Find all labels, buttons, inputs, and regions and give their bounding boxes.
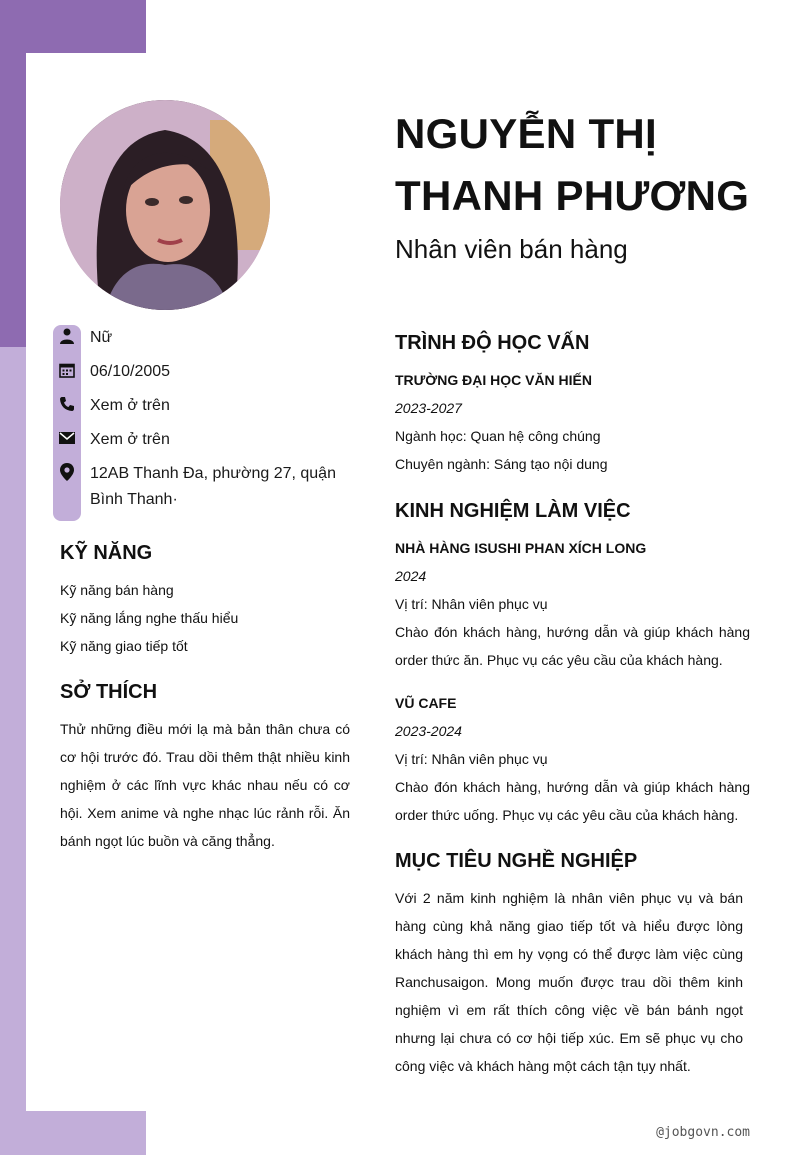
- hobbies-text: Thử những điều mới lạ mà bản thân chưa có cơ hội trước đó. Trau dồi thêm thật nhiều kinh nghiệm ở các lĩnh vực khác nhau nếu có cơ hội. Xem anime và nghe nhạc lúc rảnh rỗi. Ăn bánh ngọt lúc buồn và căng thẳng.: [60, 721, 350, 849]
- watermark: @jobgovn.com: [656, 1125, 750, 1140]
- profile-photo-image: [60, 100, 270, 310]
- profile-photo: [60, 100, 270, 310]
- name-line-1: NGUYỄN THỊ: [395, 110, 658, 157]
- email-text: Xem ở trên: [90, 431, 170, 448]
- contact-address: [58, 461, 350, 513]
- job-years: 2023-2024: [395, 723, 462, 739]
- gender-text: Nữ: [90, 329, 113, 346]
- location-pin-icon: [58, 463, 76, 481]
- education-heading: TRÌNH ĐỘ HỌC VẤN: [395, 332, 590, 354]
- job-entry: [395, 689, 750, 829]
- mail-icon: [58, 429, 76, 447]
- phone-icon: [58, 395, 76, 413]
- experience-heading: KINH NGHIỆM LÀM VIỆC: [395, 500, 631, 522]
- candidate-name: [395, 103, 775, 227]
- contact-email: [58, 427, 350, 453]
- skill-item: Kỹ năng lắng nghe thấu hiểu: [60, 610, 239, 626]
- job-description: Chào đón khách hàng, hướng dẫn và giúp khách hàng order thức ăn. Phục vụ các yêu cầu của khách hàng.: [395, 624, 750, 668]
- skill-item: Kỹ năng giao tiếp tốt: [60, 638, 188, 654]
- job-position: Vị trí: Nhân viên phục vụ: [395, 751, 548, 767]
- address-text: 12AB Thanh Đa, phường 27, quận Bình Thanh·: [90, 465, 336, 508]
- objective-text: Với 2 năm kinh nghiệm là nhân viên phục vụ và bán hàng cùng khả năng giao tiếp tốt và hiểu được lòng khách hàng thì em hy vọng có thể được làm việc cùng Ranchusaigon. Mong muốn được trau dồi thêm kinh nghiệm vì em rất thích công việc về bán bánh ngọt nhưng lại chưa có cơ hội tiếp xúc. Em sẽ phục vụ cho công việc và khách hàng một cách tận tụy nhất.: [395, 890, 743, 1074]
- education-major: Ngành học: Quan hệ công chúng: [395, 428, 601, 444]
- dob-text: 06/10/2005: [90, 363, 171, 380]
- job-entry: [395, 534, 750, 674]
- job-title: Nhân viên bán hàng: [395, 234, 628, 264]
- job-position: Vị trí: Nhân viên phục vụ: [395, 596, 548, 612]
- job-description: Chào đón khách hàng, hướng dẫn và giúp khách hàng order thức uống. Phục vụ các yêu cầu của khách hàng.: [395, 779, 750, 823]
- person-icon: [58, 327, 76, 345]
- job-company: NHÀ HÀNG ISUSHI PHAN XÍCH LONG: [395, 540, 647, 556]
- skills-list: [60, 576, 350, 660]
- skills-heading: KỸ NĂNG: [60, 542, 153, 564]
- education-entry: [395, 366, 750, 478]
- calendar-icon: [58, 361, 76, 379]
- education-specialization: Chuyên ngành: Sáng tạo nội dung: [395, 456, 608, 472]
- contact-dob: [58, 359, 350, 385]
- name-line-2: THANH PHƯƠNG: [395, 172, 750, 219]
- contact-gender: [58, 325, 350, 351]
- skill-item: Kỹ năng bán hàng: [60, 582, 174, 598]
- education-years: 2023-2027: [395, 400, 462, 416]
- phone-text: Xem ở trên: [90, 397, 170, 414]
- job-years: 2024: [395, 568, 427, 584]
- job-company: VŨ CAFE: [395, 695, 457, 711]
- hobbies-heading: SỞ THÍCH: [60, 681, 158, 703]
- school-name: TRƯỜNG ĐẠI HỌC VĂN HIẾN: [395, 372, 593, 388]
- contact-phone: [58, 393, 350, 419]
- objective-heading: MỤC TIÊU NGHỀ NGHIỆP: [395, 850, 638, 872]
